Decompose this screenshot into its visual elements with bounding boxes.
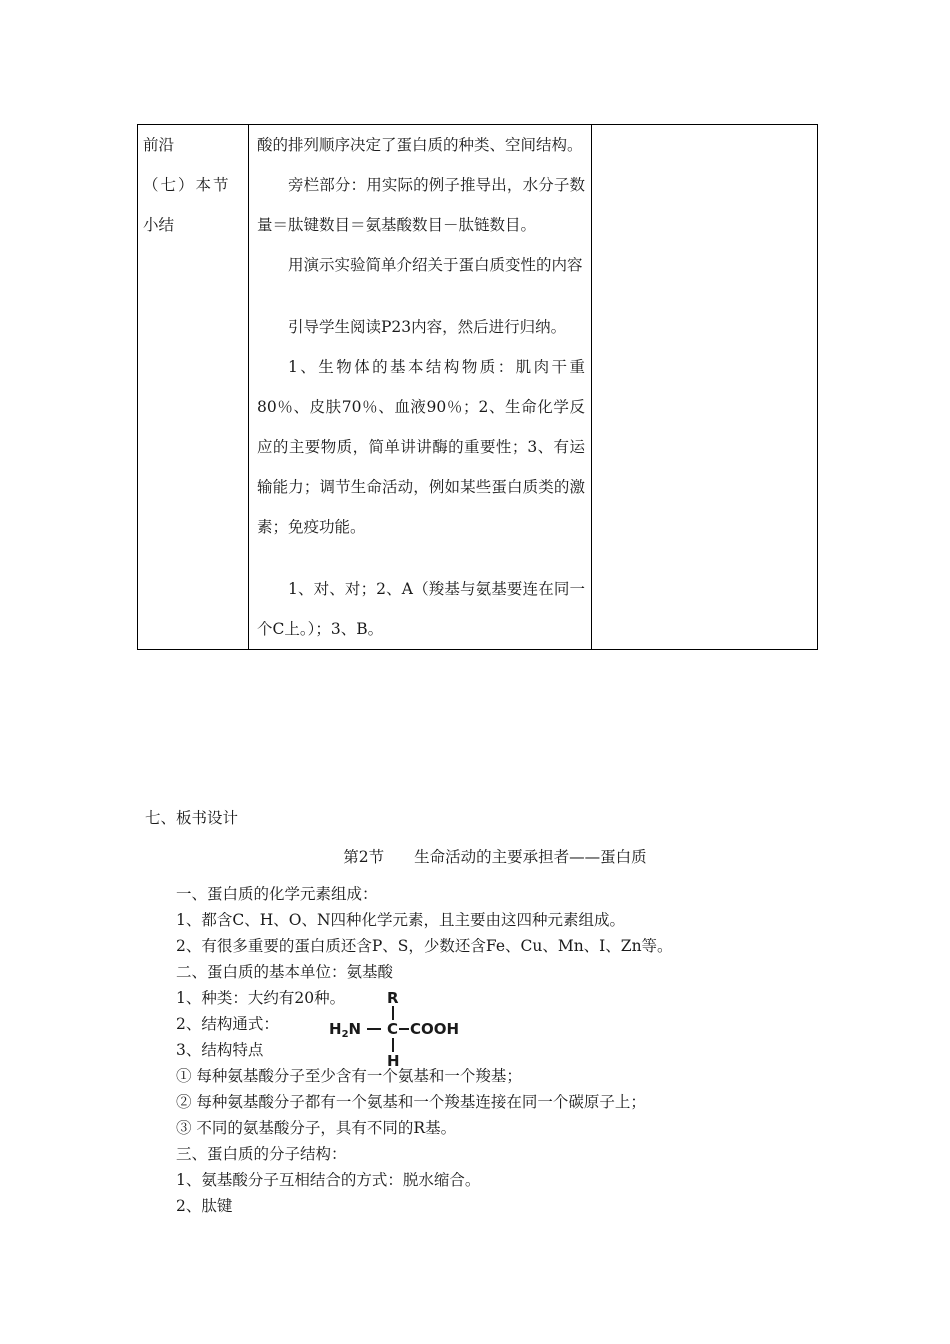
section-heading: 七、板书设计 — [145, 809, 239, 827]
board-line: 三、蛋白质的分子结构： — [176, 1145, 347, 1163]
lesson-table — [137, 124, 818, 650]
board-title-section: 第2节 — [343, 848, 385, 866]
board-line: 2、有很多重要的蛋白质还含P、S，少数还含Fe、Cu、Mn、I、Zn等。 — [176, 937, 673, 955]
activity-paragraph: 引导学生阅读P23内容，然后进行归纳。 — [288, 318, 567, 336]
board-line: ① 每种氨基酸分子至少含有一个氨基和一个羧基； — [176, 1067, 522, 1085]
board-line: 3、结构特点 — [176, 1041, 264, 1059]
activity-paragraph: 旁栏部分：用实际的例子推导出，水分子数量＝肽键数目＝氨基酸数目－肽链数目。 — [257, 176, 585, 234]
stage-cell — [138, 125, 249, 650]
activity-cell — [249, 125, 592, 650]
board-line: 2、肽键 — [176, 1197, 233, 1215]
table-row — [138, 125, 818, 650]
activity-paragraph: 1、对、对；2、A（羧基与氨基要连在同一个C上。）；3、B。 — [257, 580, 585, 638]
formula-r-group: R — [387, 989, 399, 1007]
notes-cell — [592, 125, 818, 650]
board-line: 1、氨基酸分子互相结合的方式：脱水缩合。 — [176, 1171, 481, 1189]
stage-line: 小结 — [143, 216, 175, 234]
amino-acid-structural-formula — [329, 986, 469, 1068]
formula-carboxyl: COOH — [410, 1020, 460, 1038]
board-line: 一、蛋白质的化学元素组成： — [176, 885, 378, 903]
board-line: 二、蛋白质的基本单位：氨基酸 — [176, 963, 394, 981]
board-line: 2、结构通式： — [176, 1015, 279, 1033]
formula-carbon: C — [387, 1020, 399, 1038]
formula-hydrogen: H — [387, 1052, 400, 1068]
activity-paragraph: 用演示实验简单介绍关于蛋白质变性的内容 — [288, 256, 583, 274]
board-title-name: 生命活动的主要承担者——蛋白质 — [414, 848, 647, 866]
formula-amino-h: $H_2N$ — [329, 1020, 362, 1040]
board-line: 1、都含C、H、O、N四种化学元素，且主要由这四种元素组成。 — [176, 911, 626, 929]
board-title — [0, 845, 950, 867]
board-line: 1、种类：大约有20种。 — [176, 989, 346, 1007]
stage-line: 前沿 — [143, 136, 175, 154]
board-line: ② 每种氨基酸分子都有一个氨基和一个羧基连接在同一个碳原子上； — [176, 1093, 646, 1111]
activity-paragraph: 1、生物体的基本结构物质：肌肉干重80％、皮肤70％、血液90％；2、生命化学反应的主要物质，简单讲讲酶的重要性；3、有运输能力；调节生命活动，例如某些蛋白质类的激素；免疫功能。 — [257, 358, 585, 536]
stage-line: （七）本节 — [143, 176, 231, 194]
board-line: ③ 不同的氨基酸分子，具有不同的R基。 — [176, 1119, 457, 1137]
activity-paragraph: 酸的排列顺序决定了蛋白质的种类、空间结构。 — [257, 136, 583, 154]
